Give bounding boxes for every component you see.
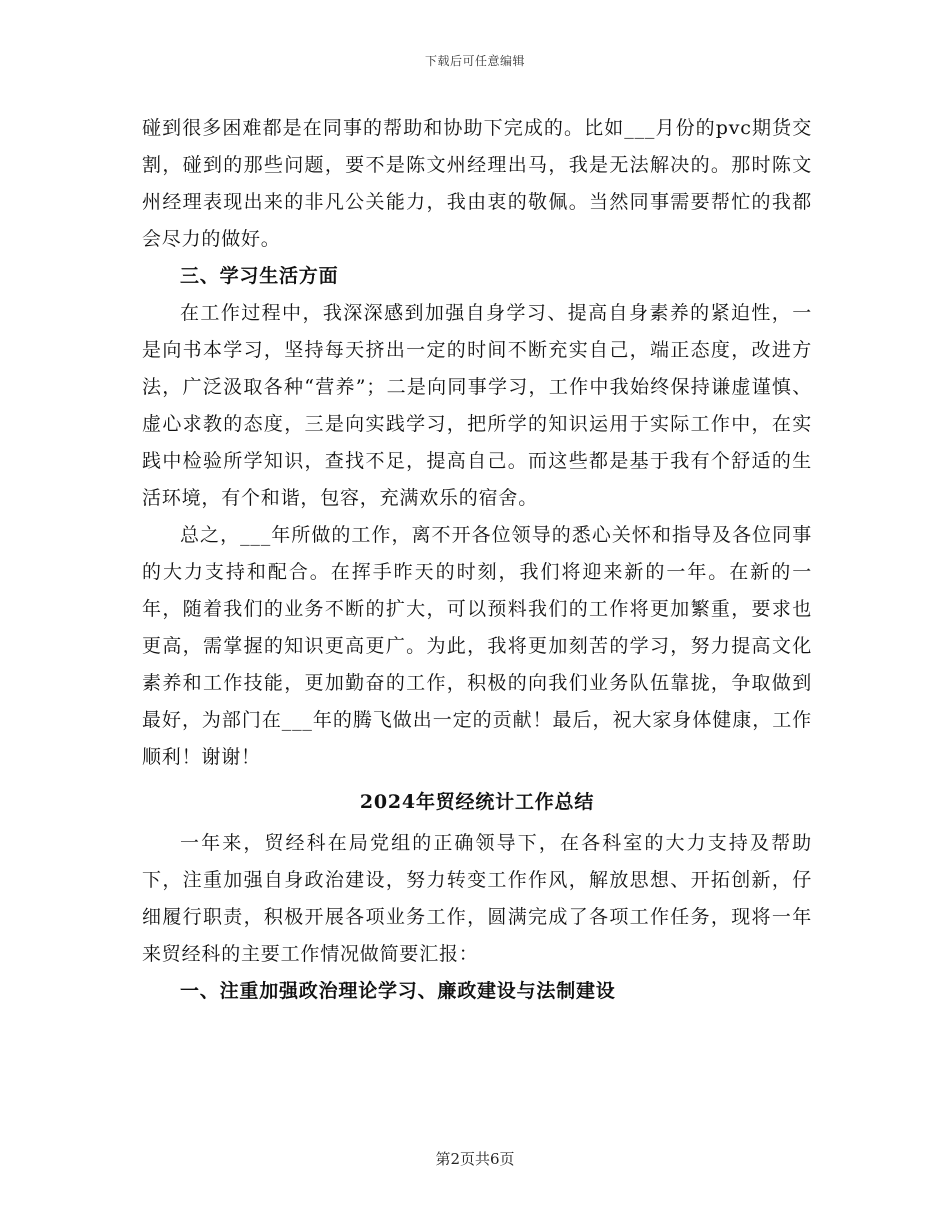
paragraph-colleague-help: 碰到很多困难都是在同事的帮助和协助下完成的。比如___月份的pvc期货交割，碰到的那些问题，要不是陈文州经理出马，我是无法解决的。那时陈文州经理表现出来的非凡公关能力，我由衷的敬佩。当然同事需要帮忙的我都会尽力的做好。 (142, 117, 812, 250)
paragraph-intro: 一年来，贸经科在局党组的正确领导下，在各科室的大力支持及帮助下，注重加强自身政治建设，努力转变工作作风，解放思想、开拓创新，仔细履行职责，积极开展各项业务工作，圆满完成了各项工作任务，现将一年来贸经科的主要工作情况做简要汇报： (142, 832, 812, 965)
page-header: 下载后可任意编辑 (424, 54, 525, 68)
document-title: 2024年贸经统计工作总结 (359, 791, 595, 813)
paragraph-study: 在工作过程中，我深深感到加强自身学习、提高自身素养的紧迫性，一是向书本学习，坚持每天挤出一定的时间不断充实自己，端正态度，改进方法，广泛汲取各种“营养”；二是向同事学习，工作中我始终保持谦虚谨慎、虚心求教的态度，三是向实践学习，把所学的知识运用于实际工作中，在实践中检验所学知识，查找不足，提高自己。而这些都是基于我有个舒适的生活环境，有个和谐，包容，充满欢乐的宿舍。 (142, 302, 812, 509)
page-number: 第2页共6页 (435, 1150, 515, 1168)
section-heading-political-study: 一、注重加强政治理论学习、廉政建设与法制建设 (180, 980, 616, 1002)
document-body (142, 110, 812, 1010)
paragraph-conclusion: 总之，___年所做的工作，离不开各位领导的悉心关怀和指导及各位同事的大力支持和配合。在挥手昨天的时刻，我们将迎来新的一年。在新的一年，随着我们的业务不断的扩大，可以预料我们的工作将更加繁重，要求也更高，需掌握的知识更高更广。为此，我将更加刻苦的学习，努力提高文化素养和工作技能，更加勤奋的工作，积极的向我们业务队伍靠拢，争取做到最好，为部门在___年的腾飞做出一定的贡献！最后，祝大家身体健康，工作顺利！谢谢！ (142, 524, 812, 768)
section-heading-study-life: 三、学习生活方面 (180, 265, 339, 287)
